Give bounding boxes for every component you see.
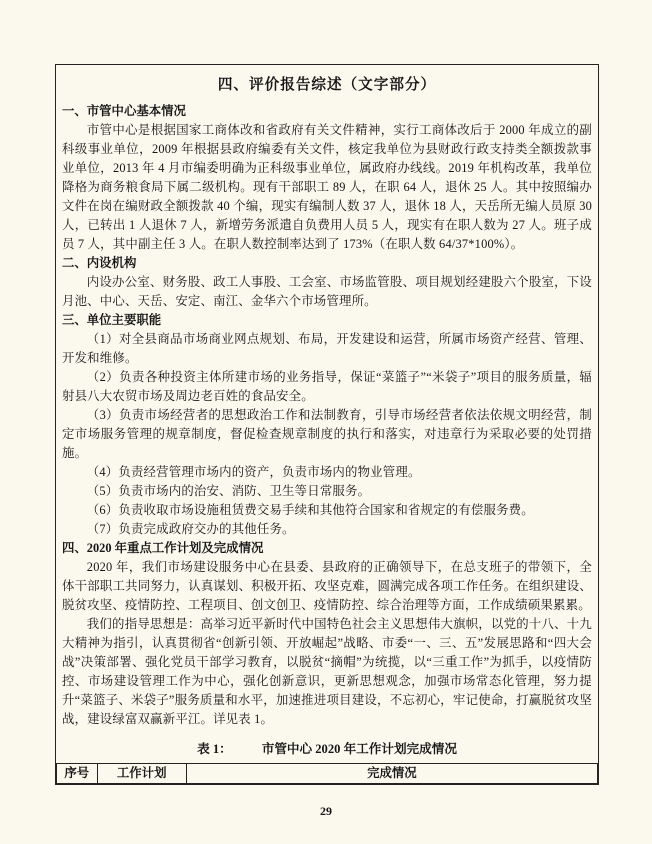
document-frame	[55, 64, 599, 785]
paragraph: 2020 年，我们市场建设服务中心在县委、县政府的正确领导下，在总支班子的带领下，全体干部职工共同努力，认真谋划、积极开拓、攻坚克难，圆满完成各项工作任务。在组织建设、脱贫攻坚、疫情防控、工程项目、创文创卫、疫情防控、综合治理等方面，工作成绩硕果累累。	[62, 560, 592, 612]
section-2020-work-plan	[62, 539, 592, 729]
table-header-row	[57, 764, 598, 784]
table-caption-title: 市管中心 2020 年工作计划完成情况	[261, 742, 457, 756]
paragraph: （4）负责经营管理市场内的资产，负责市场内的物业管理。	[86, 465, 421, 479]
section-basic-info	[62, 102, 592, 254]
table-caption-label: 表 1：	[197, 742, 232, 756]
section-heading: 三、单位主要职能	[62, 313, 162, 327]
paragraph: （1）对全县商品市场商业网点规划、布局，开发建设和运营，所属市场资产经营、管理、开发和维修。	[62, 332, 592, 365]
page-number: 29	[320, 804, 332, 818]
table-caption	[62, 740, 592, 758]
header-cell-sequence: 序号	[57, 764, 98, 784]
paragraph: 市管中心是根据国家工商体改和省政府有关文件精神，实行工商体改后于 2000 年成立的副科级事业单位，2009 年根据县政府编委有关文件，核定我单位为县财政行政支持类全额拨款事业单位，2013 年 4 月市编委明确为正科级事业单位，属政府办线线。2019 年机构改革，我单位降格为商务粮食局下属二级机构。现有干部职工 89 人，在职 64 人，退休 25 人。其中按照编办文件在岗在编财政全额拨款 40 个编，现实有编制人数 37 人，退休 18 人，天岳所无编人员原 30 人，已转出 1 人退休 7 人，新增劳务派遣自负费用人员 5 人，现实有在职人数为 27 人。班子成员 7 人，其中副主任 3 人。在职人数控制率达到了 173%（在职人数 64/37*100%）。	[62, 123, 592, 251]
header-cell-work-plan: 工作计划	[97, 764, 186, 784]
paragraph: 内设办公室、财务股、政工人事股、工会室、市场监管股、项目规划经建股六个股室，下设月池、中心、天岳、安定、南江、金华六个市场管理所。	[62, 275, 592, 308]
frame-spacer	[62, 729, 592, 733]
section-heading: 二、内设机构	[62, 256, 137, 270]
paragraph: （5）负责市场内的治安、消防、卫生等日常服务。	[86, 484, 371, 498]
paragraph: 我们的指导思想是：高举习近平新时代中国特色社会主义思想伟大旗帜，以党的十八、十九大精神为指引，认真贯彻省“创新引领、开放崛起”战略、市委“一、三、五”发展思路和“四大会战”决策部署、强化党员干部学习教育，以脱贫“摘帽”为统揽，以“三重工作”为抓手，以疫情防控、市场建设管理工作为中心，强化创新意识，更新思想观念，加强市场常态化管理，努力提升“菜篮子、米袋子”服务质量和水平，加速推进项目建设，不忘初心，牢记使命，打赢脱贫攻坚战，建设绿富双赢新平江。详见表 1。	[62, 617, 592, 726]
page-title: 四、评价报告综述（文字部分）	[217, 77, 437, 93]
paragraph: （6）负责收取市场设施租赁费交易手续和其他符合国家和省规定的有偿服务费。	[86, 503, 534, 517]
paragraph: （3）负责市场经营者的思想政治工作和法制教育，引导市场经营者依法依规文明经营，制定市场服务管理的规章制度，督促检查规章制度的执行和落实，对违章行为采取必要的处罚措施。	[62, 408, 592, 460]
section-heading: 一、市管中心基本情况	[62, 104, 186, 118]
paragraph: （7）负责完成政府交办的其他任务。	[86, 522, 295, 536]
paragraph: （2）负责各种投资主体所建市场的业务指导，保证“菜篮子”“米袋子”项目的服务质量，辐射县八大农贸市场及周边老百姓的食品安全。	[62, 370, 592, 403]
work-plan-table	[56, 763, 598, 784]
section-internal-structure	[62, 254, 592, 311]
section-main-duties	[62, 311, 592, 539]
header-cell-completion: 完成情况	[186, 764, 597, 784]
section-heading: 四、2020 年重点工作计划及完成情况	[62, 541, 264, 555]
